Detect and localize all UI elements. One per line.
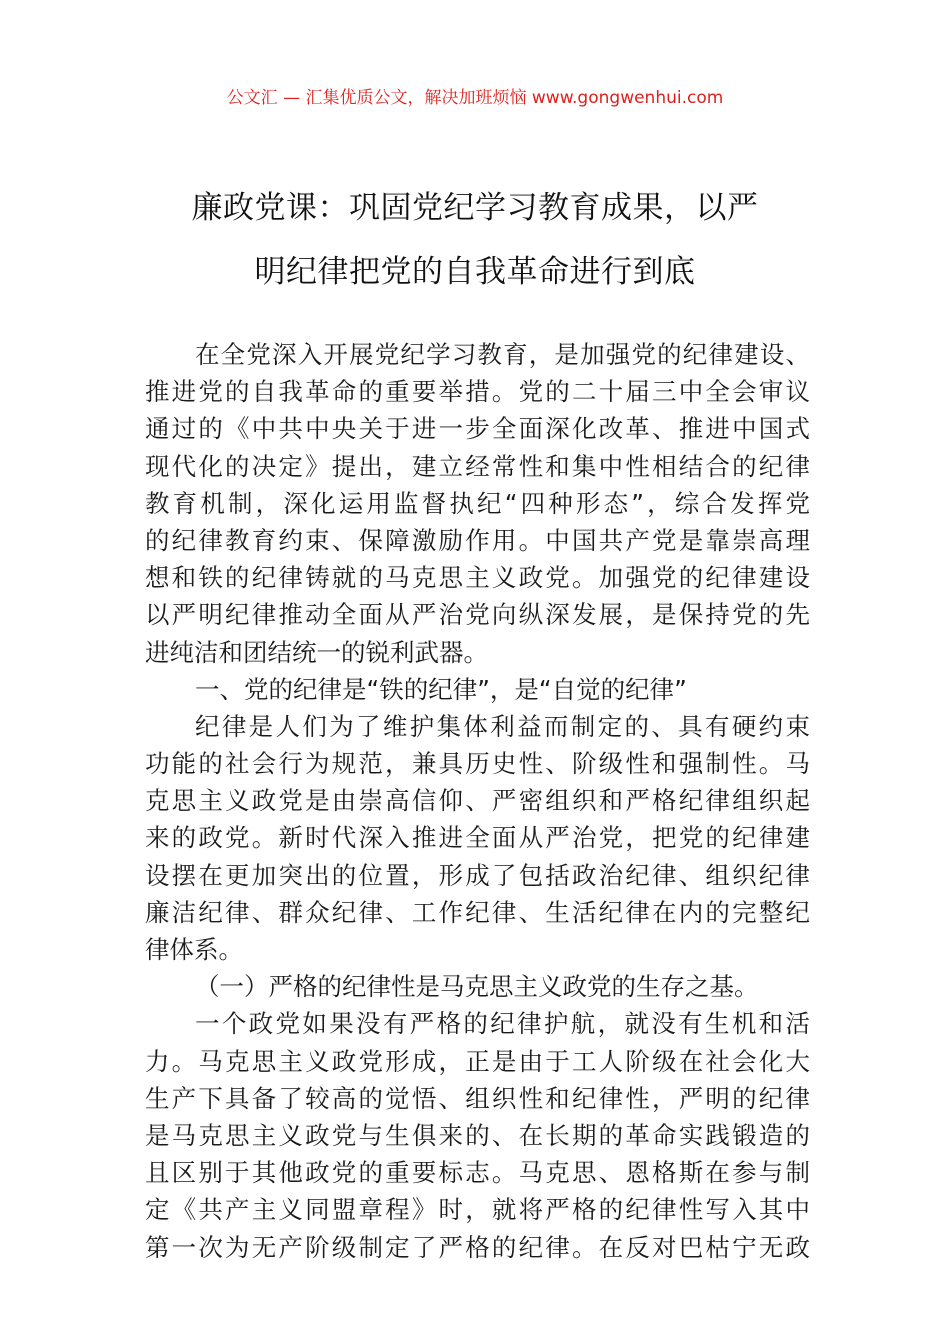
- text-line: 以严明纪律推动全面从严治党向纵深发展，是保持党的先: [145, 600, 810, 630]
- text-line: 现代化的决定》提出，建立经常性和集中性相结合的纪律: [145, 451, 810, 481]
- text-line: 律体系。: [145, 935, 243, 964]
- text-line: 一个政党如果没有严格的纪律护航，就没有生机和活: [195, 1009, 810, 1039]
- text-line: 力。马克思主义政党形成，正是由于工人阶级在社会化大: [145, 1046, 810, 1076]
- text-line: 纪律是人们为了维护集体利益而制定的、具有硬约束: [195, 711, 810, 741]
- text-line: 进纯洁和团结统一的锐利武器。: [145, 637, 488, 667]
- document-title: [100, 176, 850, 304]
- text-line: 推进党的自我革命的重要举措。党的二十届三中全会审议: [145, 377, 810, 407]
- text-line: 通过的《中共中央关于进一步全面深化改革、推进中国式: [145, 414, 810, 444]
- text-line: 克思主义政党是由崇高信仰、严密组织和严格纪律组织起: [145, 786, 810, 816]
- text-line: 第一次为无产阶级制定了严格的纪律。在反对巴枯宁无政: [145, 1232, 810, 1262]
- text-line: 功能的社会行为规范，兼具历史性、阶级性和强制性。马: [145, 749, 810, 779]
- text-line: 廉洁纪律、群众纪律、工作纪律、生活纪律在内的完整纪: [145, 897, 810, 927]
- subsection-heading: （一）严格的纪律性是马克思主义政党的生存之基。: [195, 972, 759, 1002]
- text-line: 的纪律教育约束、保障激励作用。中国共产党是靠崇高理: [145, 525, 810, 555]
- text-line: 想和铁的纪律铸就的马克思主义政党。加强党的纪律建设: [145, 563, 810, 593]
- title-line-2: 明纪律把党的自我革命进行到底: [254, 254, 696, 290]
- document-body: [145, 336, 810, 1266]
- text-line: 来的政党。新时代深入推进全面从严治党，把党的纪律建: [145, 823, 810, 853]
- text-line: 且区别于其他政党的重要标志。马克思、恩格斯在参与制: [145, 1158, 810, 1188]
- text-line: 生产下具备了较高的觉悟、组织性和纪律性，严明的纪律: [145, 1083, 810, 1113]
- title-line-1: 廉政党课：巩固党纪学习教育成果，以严: [191, 190, 759, 226]
- text-line: 定《共产主义同盟章程》时，就将严格的纪律性写入其中: [145, 1195, 810, 1225]
- text-line: 是马克思主义政党与生俱来的、在长期的革命实践锻造的: [145, 1120, 810, 1150]
- text-line: 教育机制，深化运用监督执纪“四种形态”，综合发挥党: [145, 488, 810, 518]
- section-heading: 一、党的纪律是“铁的纪律”，是“自觉的纪律”: [195, 674, 687, 704]
- site-banner[interactable]: 公文汇 — 汇集优质公文，解决加班烦恼 www.gongwenhui.com: [226, 88, 724, 108]
- text-line: 设摆在更加突出的位置，形成了包括政治纪律、组织纪律: [145, 860, 810, 890]
- text-line: 在全党深入开展党纪学习教育，是加强党的纪律建设、: [195, 340, 810, 369]
